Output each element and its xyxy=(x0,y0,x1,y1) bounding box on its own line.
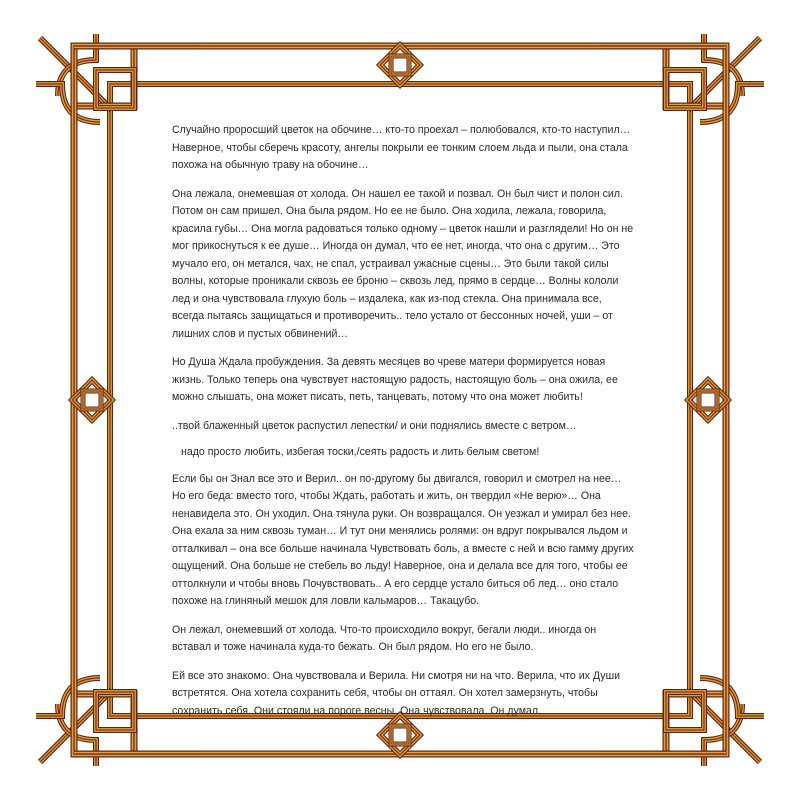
paragraph-3: Но Душа Ждала пробуждения. За девять месяцев во чреве матери формируется новая жизнь. Только теперь она чувствует настоящую радость, настоящую боль – она ожила, ее можно слышать, она может писать, петь, танцевать, потому что она может любить! xyxy=(172,356,618,403)
paragraph-2: Она лежала, онемевшая от холода. Он нашел ее такой и позвал. Он был чист и полон сил. Потом он сам пришел. Она была рядом. Но ее не было. Она ходила, лежала, говорила, красила губы… Она могла радоваться только одному – цветок нашли и разглядели! Но он не мог прикоснуться к ее душе… Иногда он думал, что ее нет, иногда, что она с другим… Это мучало его, он метался, чах, не спал, устраивал ужасные сцены… Это были такой силы волны, которые проникали сквозь ее броню – сквозь лед, прямо в сердце… Волны кололи лед и она чувствовала глухую боль – издалека, как из-под стекла. Она принимала все, всегда пытаясь защищаться и противоречить.. тело устало от бессонных ночей, уши – от лишних слов и пустых обвинений… xyxy=(172,187,634,340)
paragraph-5: Он лежал, онемевший от холода. Что-то происходило вокруг, бегали люди.. иногда он вставал и тоже начинала куда-то бежать. Он был рядом. Но его не было. xyxy=(172,623,597,653)
poem-line-1: ..твой блаженный цветок распустил лепестки/ и они поднялись вместе с ветром… xyxy=(172,419,577,432)
poem-line-2: надо просто любить, избегая тоски,/сеять радость и лить белым светом! xyxy=(181,446,540,458)
paragraph-6: Ей все это знакомо. Она чувствовала и Верила. Ни смотря ни на что. Верила, что их Души встретятся. Она хотела сохранить себя, чтобы он оттаял. Он хотел замерзнуть, чтобы сохранить себя. Они стояли на пороге весны. Она чувствовала. Он думал. xyxy=(172,669,620,717)
story-text xyxy=(172,122,634,731)
paragraph-1: Случайно проросший цветок на обочине… кто-то проехал – полюбовался, кто-то наступил… Наверное, чтобы сберечь красоту, ангелы покрыли ее тонким слоем льда и пыли, она стала похожа на обычную траву на обочине… xyxy=(172,124,631,171)
paragraph-4: Если бы он Знал все это и Верил.. он по-другому бы двигался, говорил и смотрел на нее… Но его беда: вместо того, чтобы Ждать, работать и жить, он твердил «Не верю»… Она ненавидела это. Он уходил. Она тянула руки. Он возвращался. Он уезжал и умирал без нее. Она ехала за ним сквозь туман… И тут они менялись ролями: он вдруг покрывался льдом и отталкивал – она все больше начинала Чувствовать боль, а вместе с ней и всю гамму других ощущений. Она больше не стебель во льду! Наверное, она и делала все для того, чтобы ее оттолкнули и чтобы вновь Почувствовать.. А его сердце устало биться об лед… оно стало похоже на глиняный мешок для ловли кальмаров… Такацубо. xyxy=(172,472,634,607)
